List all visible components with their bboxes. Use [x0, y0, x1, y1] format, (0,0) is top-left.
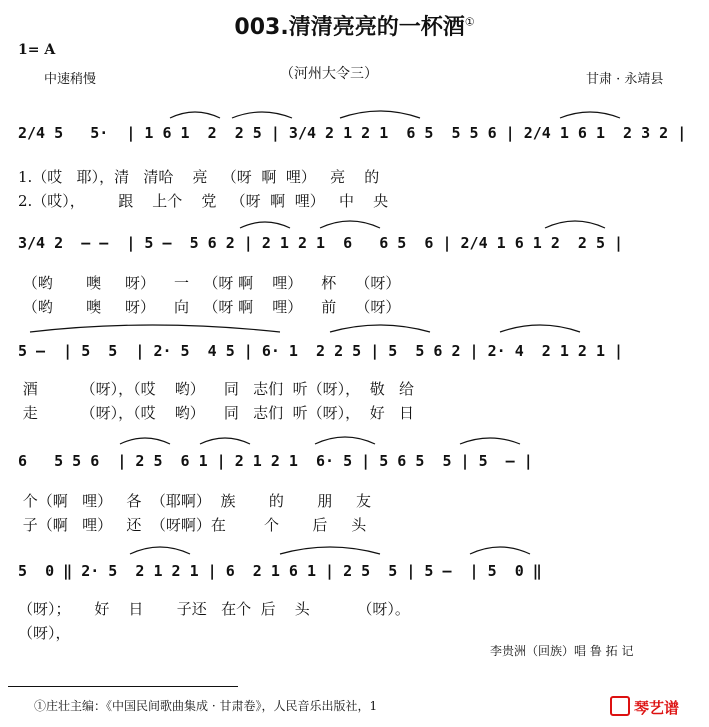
- title-footnote-mark: ①: [464, 15, 475, 29]
- footnote-text: ①庄壮主编：《中国民间歌曲集成 · 甘肃卷》，人民音乐出版社，1: [34, 699, 378, 713]
- lyric-verse-2: （哟 噢 呀） 向 （呀 啊 哩） 前 （呀）: [18, 298, 401, 316]
- notation-line: 3/4 2 — — | 5 — 5 6 2 | 2 1 2 1 6 6 5 6 | 2/4 1 6 1 2 2 5 |: [18, 234, 624, 252]
- site-watermark: 琴艺谱: [610, 696, 679, 718]
- footnote-divider: [8, 686, 238, 687]
- lyric-verse-2: （呀），: [18, 624, 71, 642]
- lyric-verse-1: 个（啊 哩） 各 （耶啊） 族 的 朋 友: [18, 492, 372, 510]
- page-title: 003.清清亮亮的一杯酒①: [234, 15, 475, 40]
- logo-icon: [610, 696, 630, 716]
- origin-label: 甘肃 · 永靖县: [586, 72, 664, 87]
- performer-credit: 李贵洲（回族）唱 鲁 拓 记: [490, 644, 634, 658]
- lyric-verse-2: 子（啊 哩） 还 （呀啊）在 个 后 头: [18, 516, 367, 534]
- lyric-verse-1: 1.（哎 耶），清 清哈 亮 （呀 啊 哩） 亮 的: [18, 168, 380, 186]
- lyric-verse-2: 走 （呀），（哎 哟） 同 志们 听（呀）， 好 日: [18, 404, 415, 422]
- notation-line: 5 0 ‖ 2· 5 2 1 2 1 | 6 2 1 6 1 | 2 5 5 | 5 — | 5 0 ‖: [18, 562, 542, 580]
- tempo-marking: 中速稍慢: [44, 72, 97, 87]
- subtitle: （河州大令三）: [280, 66, 378, 82]
- lyric-verse-1: （呀）； 好 日 子还 在个 后 头 （呀）。: [18, 600, 410, 618]
- notation-line: 2/4 5 5· | 1 6 1 2 2 5 | 3/4 2 1 2 1 6 5 5 5 6 | 2/4 1 6 1 2 3 2 |: [18, 124, 687, 142]
- lyric-verse-2: 2.（哎）， 跟 上个 党 （呀 啊 哩） 中 央: [18, 192, 389, 210]
- lyric-verse-1: （哟 噢 呀） 一 （呀 啊 哩） 杯 （呀）: [18, 274, 401, 292]
- notation-line: 6 5 5 6 | 2 5 6 1 | 2 1 2 1 6· 5 | 5 6 5 5 | 5 — |: [18, 452, 533, 470]
- lyric-verse-1: 酒 （呀），（哎 哟） 同 志们 听（呀）， 敬 给: [18, 380, 415, 398]
- key-signature: 1= A: [18, 42, 56, 58]
- notation-line: 5 — | 5 5 | 2· 5 4 5 | 6· 1 2 2 5 | 5 5 6 2 | 2· 4 2 1 2 1 |: [18, 342, 624, 360]
